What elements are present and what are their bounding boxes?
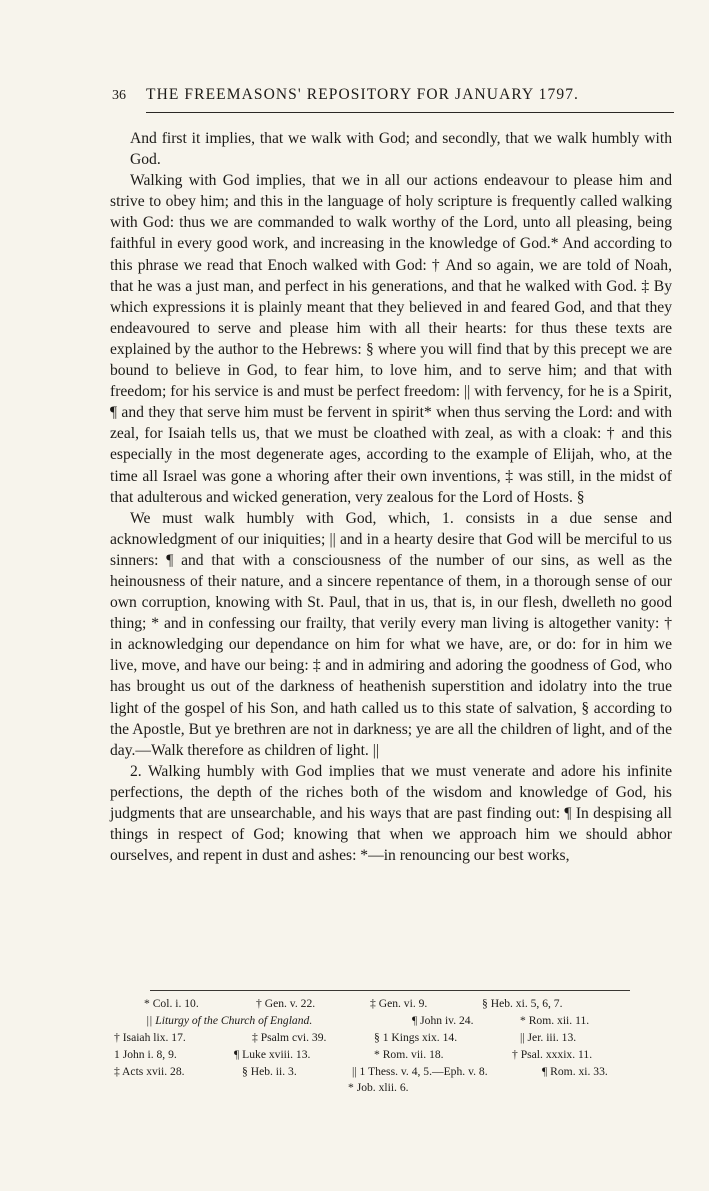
- footnote: ‡ Gen. vi. 9.: [370, 997, 428, 1010]
- footnote: ‡ Acts xvii. 28.: [114, 1064, 185, 1078]
- footnote: § 1 Kings xix. 14.: [374, 1030, 458, 1044]
- footnote: ¶ Rom. xi. 33.: [542, 1064, 608, 1078]
- footnote-rule: [150, 990, 630, 991]
- footnote: * Job. xlii. 6.: [348, 1081, 409, 1095]
- footnote: 1 John i. 8, 9.: [114, 1047, 177, 1061]
- footnote: † Psal. xxxix. 11.: [512, 1047, 593, 1061]
- footnote: * Rom. xii. 11.: [520, 1013, 590, 1027]
- footnote: † Gen. v. 22.: [256, 997, 316, 1010]
- footnote-line: [112, 1080, 672, 1097]
- paragraph: 2. Walking humbly with God implies that we must venerate and adore his infinite perfections, the depth of the riches both of the wisdom and knowledge of God, his judgments that are unsearchable, and his ways that are past finding out: ¶ In despising all things in respect of God; knowing that when we approach him we should abhor ourselves, and repent in dust and ashes: *—in renouncing our best works,: [110, 762, 672, 865]
- footnote: || Liturgy of the Church of England.: [146, 1013, 313, 1027]
- footnotes: [112, 996, 672, 1097]
- footnote: || Jer. iii. 13.: [520, 1030, 577, 1044]
- footnote: || 1 Thess. v. 4, 5.—Eph. v. 8.: [352, 1064, 488, 1078]
- footnote-line: [112, 1047, 672, 1064]
- paragraph: And first it implies, that we walk with God; and secondly, that we walk humbly with God.: [130, 130, 672, 169]
- footnote: † Isaiah lix. 17.: [114, 1030, 186, 1044]
- footnote: ‡ Psalm cvi. 39.: [252, 1030, 327, 1044]
- footnote-line: [112, 1013, 672, 1030]
- footnote: * Col. i. 10.: [144, 997, 199, 1010]
- footnote: ¶ Luke xviii. 13.: [234, 1047, 311, 1061]
- footnote: § Heb. xi. 5, 6, 7.: [482, 997, 563, 1010]
- running-header: [112, 86, 672, 104]
- page-number: 36: [112, 88, 126, 103]
- footnote-line: [112, 996, 672, 1013]
- paragraph: We must walk humbly with God, which, 1. consists in a due sense and acknowledgment of our iniquities; || and in a hearty desire that God will be merciful to us sinners: ¶ and that with a consciousness of the number of our sins, as well as the heinousness of their nature, and a sincere repentance of them, in a thorough sense of our own corruption, knowing with St. Paul, that in us, that is, in our flesh, dwelleth no good thing; * and in confessing our frailty, that verily every man living is altogether vanity: † in acknowledging our dependance on him for what we have, are, or do: for in him we live, move, and have our being: ‡ and in admiring and adoring the goodness of God, who has brought us out of the darkness of heathenish superstition and idolatry into the true light of the gospel of his Son, and hath called us to this state of salvation, § according to the Apostle, But ye brethren are not in darkness; ye are all the children of light, and of the day.—Walk therefore as children of light. ||: [110, 509, 672, 759]
- body-text: [110, 128, 672, 866]
- footnote: * Rom. vii. 18.: [374, 1047, 444, 1061]
- paragraph: Walking with God implies, that we in all our actions endeavour to please him and strive to obey him; and this in the language of holy scripture is frequently called walking with God: thus we are commanded to walk worthy of the Lord, unto all pleasing, being faithful in every good work, and increasing in the knowledge of God.* And according to this phrase we read that Enoch walked with God: † And so again, we are told of Noah, that he was a just man, and perfect in his generations, and that he walked with God. ‡ By which expressions it is plainly meant that they believed in and feared God, and that they endeavoured to serve and please him with all their hearts: for thus these texts are explained by the author to the Hebrews: § where you will find that by this precept we are bound to believe in God, to fear him, to love him, and to serve him; and that with freedom; for his service is and must be perfect freedom: || with fervency, for he is a Spirit, ¶ and they that serve him must be fervent in spirit* when thus serving the Lord: and with zeal, for Isaiah tells us, that we must be cloathed with zeal, as with a cloak: † and this especially in the most degenerate ages, according to the example of Elijah, who, at the time all Israel was gone a whoring after their own inventions, ‡ was still, in the midst of that adulterous and wicked generation, very zealous for the Lord of Hosts. §: [110, 172, 672, 506]
- running-title: THE FREEMASONS' REPOSITORY FOR JANUARY 1797.: [146, 86, 580, 103]
- footnote-line: [112, 1064, 672, 1081]
- footnote-line: [112, 1030, 672, 1047]
- footnote: ¶ John iv. 24.: [412, 1013, 474, 1027]
- footnote: § Heb. ii. 3.: [242, 1064, 297, 1078]
- header-rule: [146, 112, 674, 113]
